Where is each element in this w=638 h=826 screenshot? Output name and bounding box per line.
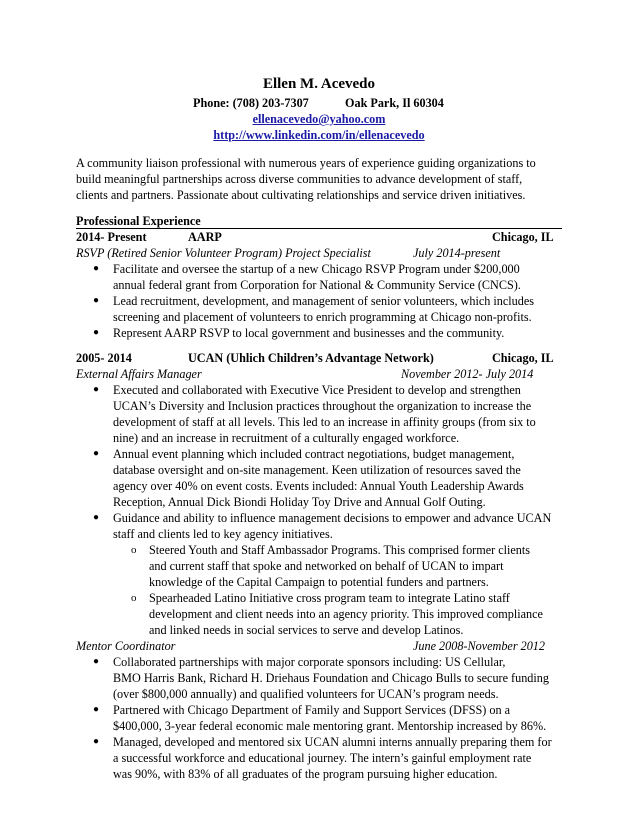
bullet-icon: ● [93,384,100,395]
bullet-text: Lead recruitment, development, and management of senior volunteers, which includes [113,294,535,308]
bullet-icon: ● [93,263,100,274]
bullet-text: BMO Harris Bank, Richard H. Driehaus Foundation and Chicago Bulls to secure funding [113,671,549,685]
bullet-text: agency over 40% on event costs. Events included: Annual Youth Leadership Awards [113,479,524,493]
candidate-name: Ellen M. Acevedo [262,76,376,92]
email-link[interactable]: ellenacevedo@yahoo.com [252,112,386,126]
summary-line: clients and partners. Passionate about cultivating relationships and service driven initiatives. [76,188,526,202]
bullet-icon: ● [93,704,100,715]
sub-bullet-icon: o [131,544,137,556]
bullet-text: a successful workforce and educational journey. The intern’s gainful employment rate [113,751,532,765]
bullet-icon: ● [93,736,100,747]
bullet-text: staff and clients led to key agency initiatives. [113,527,333,541]
bullet-icon: ● [93,656,100,667]
sub-bullet-text: development and client needs into an agency priority. This improved compliance [149,607,543,621]
bullet-icon: ● [93,295,100,306]
sub-bullet-text: and current staff that spoke and networked on behalf of UCAN to impart [149,559,504,573]
bullet-text: Facilitate and oversee the startup of a new Chicago RSVP Program under $200,000 [113,262,520,276]
job-role: Mentor Coordinator [76,639,176,653]
sub-bullet-icon: o [131,592,137,604]
bullet-icon: ● [93,448,100,459]
bullet-text: was 90%, with 83% of all graduates of the program pursuing higher education. [113,767,498,781]
job-role: External Affairs Manager [76,367,202,381]
bullet-text: Managed, developed and mentored six UCAN alumni interns annually preparing them for [113,735,552,749]
bullet-text: annual federal grant from Corporation for National & Community Service (CNCS). [113,278,521,292]
job-org: UCAN (Uhlich Children’s Advantage Network) [188,351,434,365]
bullet-text: Partnered with Chicago Department of Family and Support Services (DFSS) on a [113,703,511,717]
bullet-text: $400,000, 3-year federal economic male mentoring grant. Mentorship increased by 86%. [113,719,547,733]
section-title: Professional Experience [76,214,201,228]
bullet-icon: ● [93,512,100,523]
job-city: Chicago, IL [492,230,554,244]
job-city: Chicago, IL [492,351,554,365]
bullet-icon: ● [93,327,100,338]
sub-bullet-text: Steered Youth and Staff Ambassador Programs. This comprised former clients [149,543,531,557]
bullet-text: Reception, Annual Dick Biondi Holiday Toy Drive and Annual Golf Outing. [113,495,486,509]
sub-bullet-text: Spearheaded Latino Initiative cross program team to integrate Latino staff [149,591,510,605]
sub-bullet-text: and linked needs in social services to serve and develop Latinos. [149,623,464,637]
job-role: RSVP (Retired Senior Volunteer Program) Project Specialist [76,246,371,260]
bullet-text: Annual event planning which included contract negotiations, budget management, [113,447,515,461]
bullet-text: Collaborated partnerships with major corporate sponsors including: US Cellular, [113,655,506,669]
bullet-text: Executed and collaborated with Executive Vice President to develop and strengthen [113,383,521,397]
job-dates: 2005- 2014 [76,351,132,365]
bullet-text: (over $800,000 annually) and qualified volunteers for UCAN’s program needs. [113,687,499,701]
linkedin-link[interactable]: http://www.linkedin.com/in/ellenacevedo [213,128,425,142]
sub-bullet-text: knowledge of the Capital Campaign to potential funders and partners. [149,575,489,589]
bullet-text: Guidance and ability to influence management decisions to empower and advance UCAN [113,511,552,525]
job-role-dates: November 2012- July 2014 [401,367,534,381]
bullet-text: database oversight and on-site management. Keen utilization of resources saved the [113,463,521,477]
job-org: AARP [188,230,222,244]
section-divider [76,228,562,229]
bullet-text: Represent AARP RSVP to local government and businesses and the community. [113,326,505,340]
bullet-text: nine) and an increase in recruitment of a culturally engaged workforce. [113,431,460,445]
bullet-text: screening and placement of volunteers to enrich programming at Chicago non-profits. [113,310,532,324]
bullet-text: UCAN’s Diversity and Inclusion practices throughout the organization to increase the [113,399,532,413]
job-role-dates: June 2008-November 2012 [413,639,545,653]
job-dates: 2014- Present [76,230,147,244]
job-role-dates: July 2014-present [413,246,501,260]
location: Oak Park, Il 60304 [345,96,444,110]
summary-line: A community liaison professional with numerous years of experience guiding organizations to [76,156,536,170]
phone: Phone: (708) 203-7307 [193,96,309,110]
bullet-text: development of staff at all levels. This led to an increase in affinity groups (from six to [113,415,536,429]
summary-line: build meaningful partnerships across diverse communities to advance development of staff, [76,172,523,186]
